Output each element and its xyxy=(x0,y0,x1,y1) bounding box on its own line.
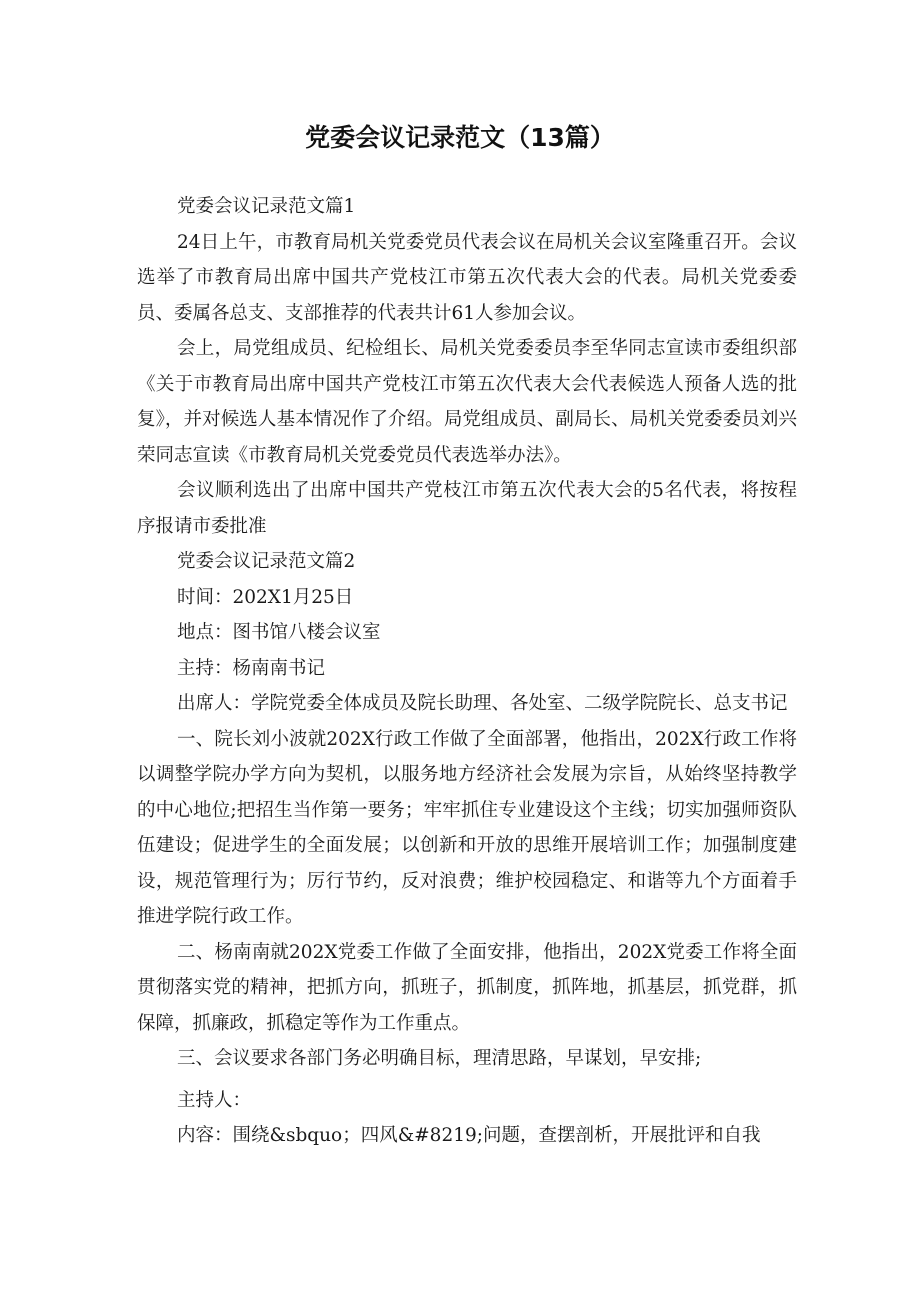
section-heading-2: 党委会议记录范文篇2 xyxy=(177,551,356,572)
paragraph: 24日上午，市教育局机关党委党员代表会议在局机关会议室隆重召开。会议选举了市教育局出席中国共产党枝江市第五次代表大会的代表。局机关党委委员、委属各总支、支部推荐的代表共计61人参加会议。 xyxy=(137,231,797,324)
paragraph: 会上，局党组成员、纪检组长、局机关党委委员李至华同志宣读市委组织部《关于市教育局出席中国共产党枝江市第五次代表大会代表候选人预备人选的批复》，并对候选人基本情况作了介绍。局党组成员、副局长、局机关党委委员刘兴荣同志宣读《市教育局机关党委党员代表选举办法》。 xyxy=(137,338,797,466)
meeting-location: 地点：图书馆八楼会议室 xyxy=(177,622,381,643)
meeting-attendees: 出席人：学院党委全体成员及院长助理、各处室、二级学院院长、总支书记 xyxy=(177,693,788,714)
paragraph: 会议顺利选出了出席中国共产党枝江市第五次代表大会的5名代表，将按程序报请市委批准 xyxy=(137,480,797,537)
paragraph: 三、会议要求各部门务必明确目标，理清思路，早谋划，早安排; xyxy=(177,1048,702,1069)
meeting-time: 时间：202X1月25日 xyxy=(177,586,354,608)
document-title: 党委会议记录范文（13篇） xyxy=(305,123,615,152)
meeting-host: 主持：杨南南书记 xyxy=(177,657,326,679)
section-heading-1: 党委会议记录范文篇1 xyxy=(177,196,356,217)
content-line: 内容：围绕&sbquo；四风&#8219;问题，查摆剖析，开展批评和自我 xyxy=(177,1125,761,1146)
host-label: 主持人： xyxy=(177,1089,252,1111)
paragraph: 二、杨南南就202X党委工作做了全面安排，他指出，202X党委工作将全面贯彻落实党的精神，把抓方向，抓班子，抓制度，抓阵地，抓基层，抓党群，抓保障，抓廉政，抓稳定等作为工作重点。 xyxy=(137,941,797,1034)
document-body xyxy=(137,189,797,1154)
paragraph: 一、院长刘小波就202X行政工作做了全面部署，他指出，202X行政工作将以调整学院办学方向为契机，以服务地方经济社会发展为宗旨，从始终坚持教学的中心地位;把招生当作第一要务；牢牢抓住专业建设这个主线；切实加强师资队伍建设；促进学生的全面发展；以创新和开放的思维开展培训工作；加强制度建设，规范管理行为；厉行节约，反对浪费；维护校园稳定、和谐等九个方面着手推进学院行政工作。 xyxy=(137,728,797,927)
